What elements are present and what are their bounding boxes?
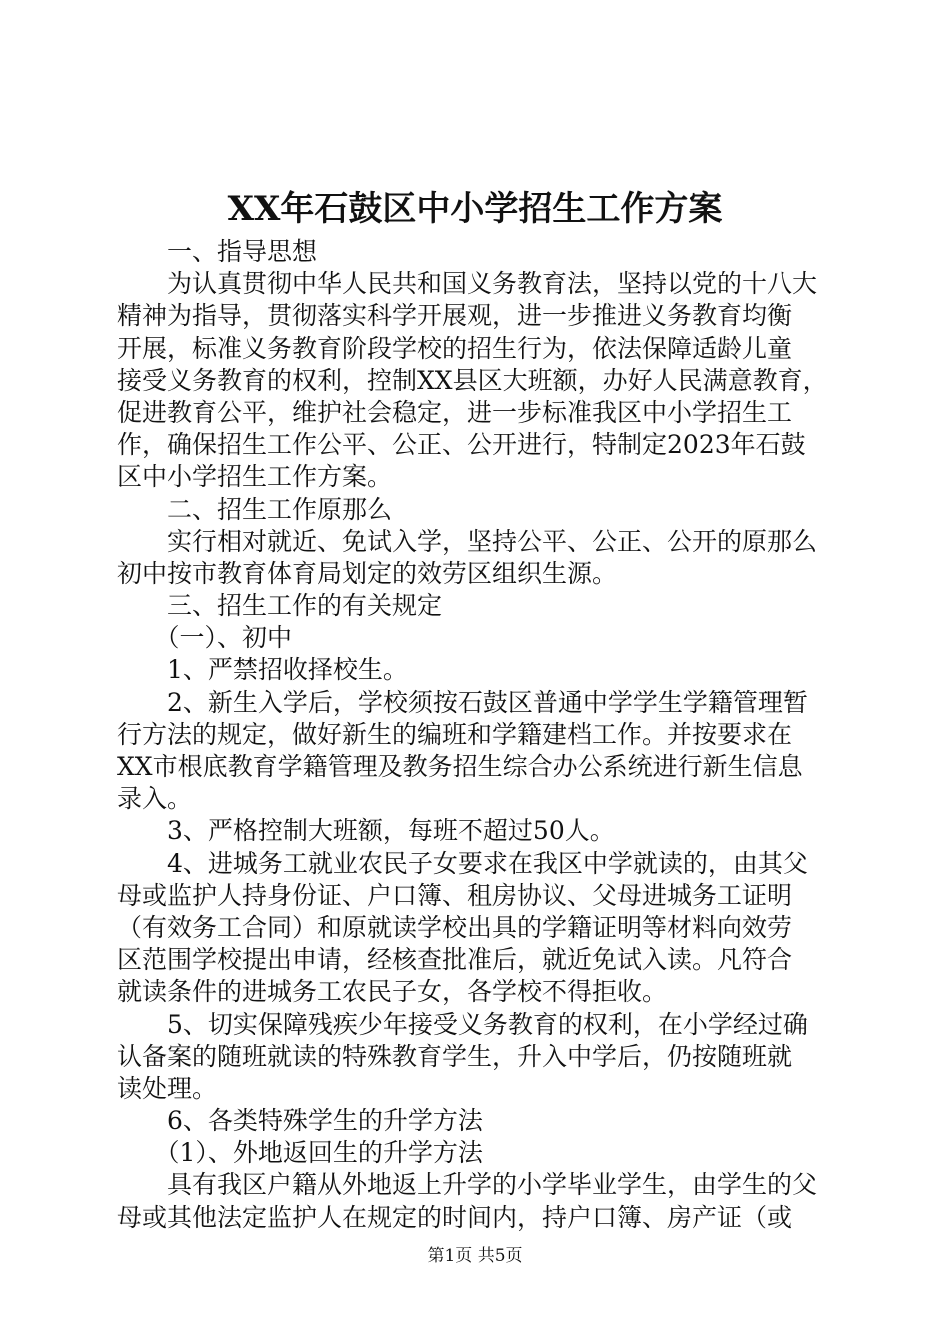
text-line: 1、严禁招收择校生。 bbox=[117, 655, 408, 685]
text-line: 区中小学招生工作方案。 bbox=[117, 462, 393, 492]
text-line: 初中按市教育体育局划定的效劳区组织生源。 bbox=[117, 558, 618, 588]
text-line: 录入。 bbox=[117, 784, 193, 814]
text-line: 三、招生工作的有关规定 bbox=[117, 591, 443, 621]
text-line: 作，确保招生工作公平、公正、公开进行，特制定2023年石鼓 bbox=[117, 430, 806, 460]
text-line: 实行相对就近、免试入学，坚持公平、公正、公开的原那么 bbox=[117, 526, 818, 556]
text-line: 5、切实保障残疾少年接受义务教育的权利，在小学经过确 bbox=[117, 1009, 808, 1039]
text-line: （一）、初中 bbox=[117, 623, 293, 653]
text-line: 4、进城务工就业农民子女要求在我区中学就读的，由其父 bbox=[117, 848, 808, 878]
text-line: 母或监护人持身份证、户口簿、租房协议、父母进城务工证明 bbox=[117, 880, 793, 910]
text-line: 具有我区户籍从外地返上升学的小学毕业学生，由学生的父 bbox=[117, 1170, 818, 1200]
text-line: 6、各类特殊学生的升学方法 bbox=[117, 1106, 483, 1136]
document-body bbox=[117, 236, 837, 1234]
text-line: 一、指导思想 bbox=[117, 237, 318, 266]
text-line: 认备案的随班就读的特殊教育学生，升入中学后，仍按随班就 bbox=[117, 1041, 793, 1071]
text-line: 精神为指导，贯彻落实科学开展观，进一步推进义务教育均衡 bbox=[117, 301, 793, 331]
text-line: 为认真贯彻中华人民共和国义务教育法，坚持以党的十八大 bbox=[117, 269, 818, 299]
text-line: 行方法的规定，做好新生的编班和学籍建档工作。并按要求在 bbox=[117, 719, 793, 749]
text-line: 接受义务教育的权利，控制XX县区大班额，办好人民满意教育， bbox=[117, 365, 828, 395]
text-line: 二、招生工作原那么 bbox=[117, 494, 393, 524]
text-line: 读处理。 bbox=[117, 1073, 218, 1103]
page-footer: 第1页 共5页 bbox=[427, 1246, 523, 1266]
text-line: 区范围学校提出申请，经核查批准后，就近免试入读。凡符合 bbox=[117, 945, 793, 975]
text-line: 促进教育公平，维护社会稳定，进一步标准我区中小学招生工 bbox=[117, 397, 793, 427]
document-title: XX年石鼓区中小学招生工作方案 bbox=[227, 189, 723, 229]
text-line: （有效务工合同）和原就读学校出具的学籍证明等材料向效劳 bbox=[117, 912, 793, 942]
text-line: 就读条件的进城务工农民子女，各学校不得拒收。 bbox=[117, 977, 668, 1007]
text-line: 3、严格控制大班额，每班不超过50人。 bbox=[117, 816, 615, 846]
text-line: （1）、外地返回生的升学方法 bbox=[117, 1138, 483, 1168]
text-line: 开展，标准义务教育阶段学校的招生行为，依法保障适龄儿童 bbox=[117, 333, 793, 363]
text-line: 母或其他法定监护人在规定的时间内，持户口簿、房产证（或 bbox=[117, 1202, 793, 1232]
text-line: 2、新生入学后，学校须按石鼓区普通中学学生学籍管理暂 bbox=[117, 687, 808, 717]
text-line: XX市根底教育学籍管理及教务招生综合办公系统进行新生信息 bbox=[117, 752, 803, 781]
